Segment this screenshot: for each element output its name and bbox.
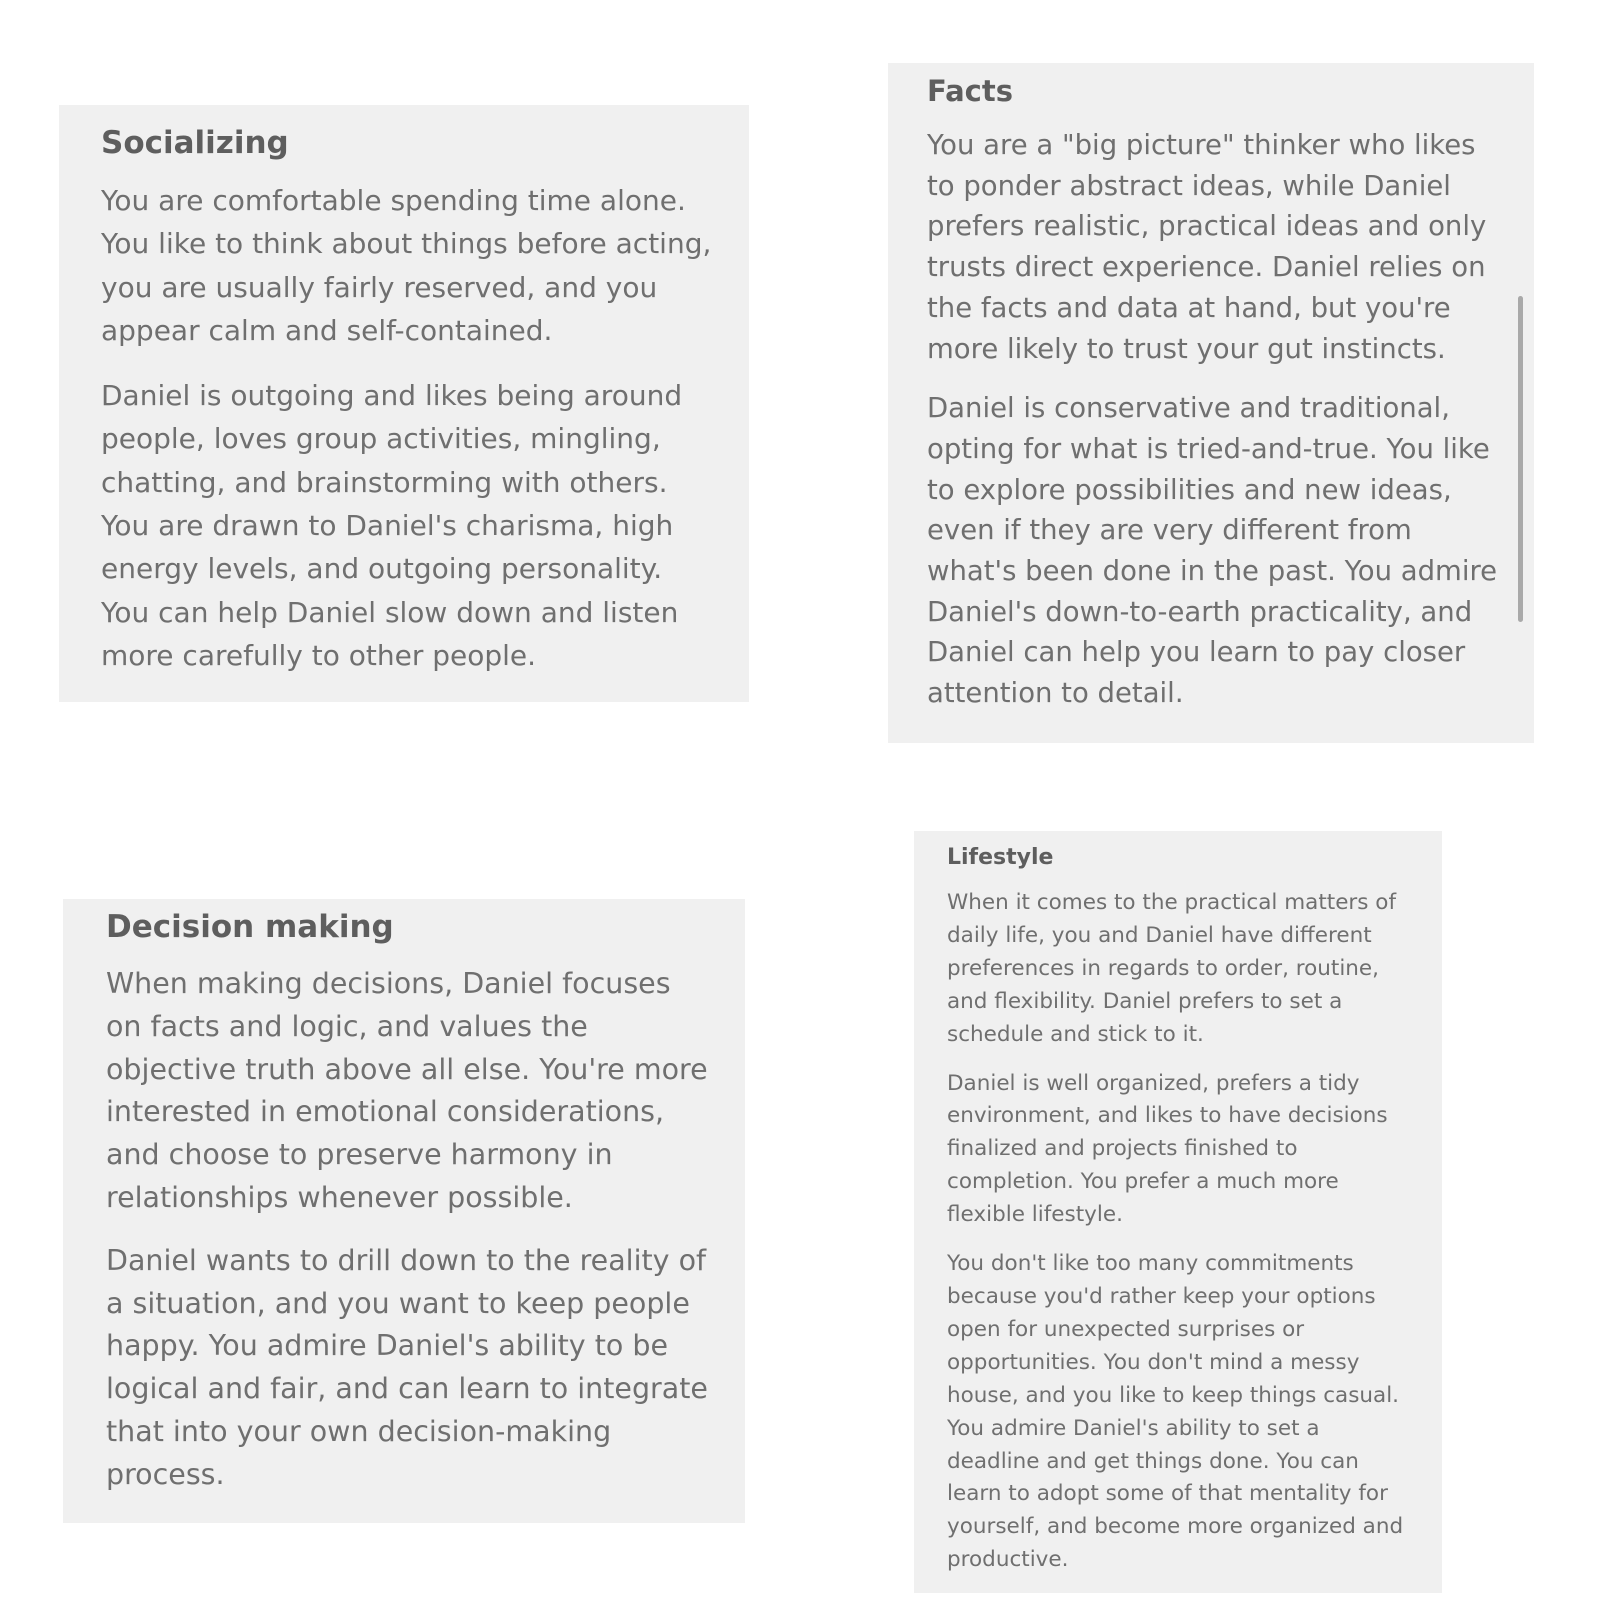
decision-making-card — [63, 899, 745, 1523]
socializing-card — [59, 105, 749, 702]
lifestyle-card — [914, 831, 1442, 1593]
card-title: Socializing — [101, 125, 289, 161]
card-paragraph: Daniel is outgoing and likes being around people, loves group activities, mingling, chatting, and brainstorming with others. You are drawn to Daniel's charisma, high energy levels, and outgoing personality. You can help Daniel slow down and listen more carefully to other people. — [101, 379, 683, 672]
card-title: Lifestyle — [947, 845, 1054, 870]
scrollbar-thumb[interactable] — [1518, 296, 1523, 622]
card-paragraph: You are a "big picture" thinker who likes to ponder abstract ideas, while Daniel prefers realistic, practical ideas and only trusts direct experience. Daniel relies on the facts and data at hand, but you're more likely to trust your gut instincts. — [927, 129, 1487, 365]
card-paragraph: Daniel wants to drill down to the reality of a situation, and you want to keep people happy. You admire Daniel's ability to be logical and fair, and can learn to integrate that into your own decision-making process. — [106, 1243, 708, 1491]
card-title: Decision making — [106, 909, 394, 945]
facts-card — [888, 63, 1534, 743]
card-title: Facts — [927, 74, 1013, 108]
card-paragraph: You don't like too many commitments because you'd rather keep your options open for unexpected surprises or opportunities. You don't mind a messy house, and you like to keep things casual. You admire Daniel's ability to set a deadline and get things done. You can learn to adopt some of that mentality for yourself, and become more organized and productive. — [947, 1251, 1404, 1573]
card-paragraph: You are comfortable spending time alone. You like to think about things before acting, you are usually fairly reserved, and you appear calm and self-contained. — [101, 184, 712, 347]
card-paragraph: When making decisions, Daniel focuses on facts and logic, and values the objective truth above all else. You're more interested in emotional considerations, and choose to preserve harmony in relationships whenever possible. — [106, 967, 708, 1214]
card-paragraph: Daniel is well organized, prefers a tidy environment, and likes to have decisions finalized and projects finished to completion. You prefer a much more flexible lifestyle. — [947, 1070, 1388, 1228]
card-paragraph: When it comes to the practical matters of daily life, you and Daniel have different preferences in regards to order, routine, and flexibility. Daniel prefers to set a schedule and stick to it. — [947, 890, 1397, 1047]
card-paragraph: Daniel is conservative and traditional, opting for what is tried-and-true. You like to explore possibilities and new ideas, even if they are very different from what's been done in the past. You admire Daniel's down-to-earth practicality, and Daniel can help you learn to pay closer attention to detail. — [927, 392, 1498, 710]
